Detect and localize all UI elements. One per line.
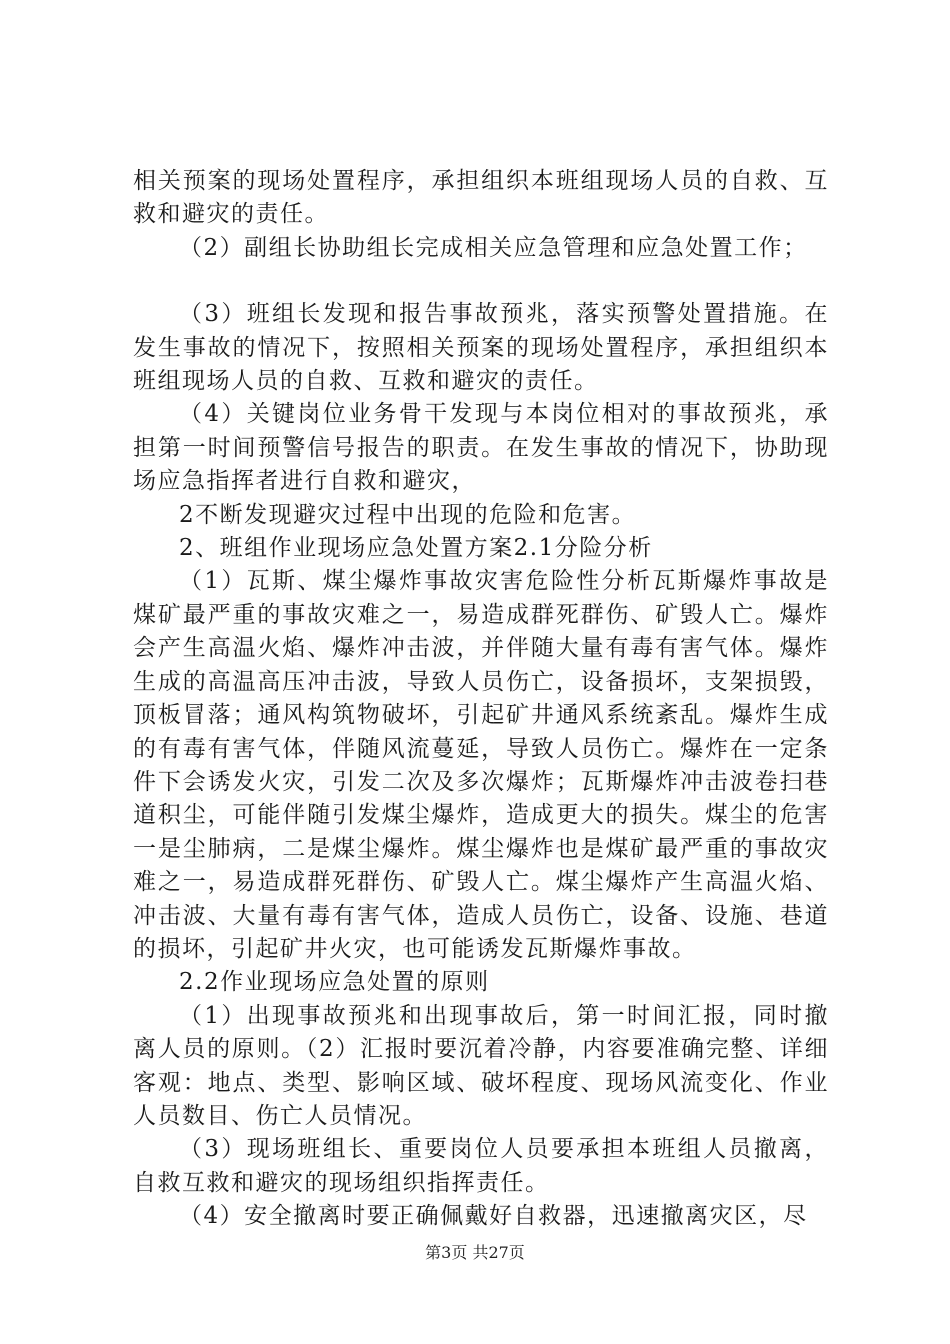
paragraph-risk-analysis: （1）瓦斯、煤尘爆炸事故灾害危险性分析瓦斯爆炸事故是煤矿最严重的事故灾难之一，易造成群死群伤、矿毁人亡。爆炸会产生高温火焰、爆炸冲击波，并伴随大量有毒有害气体。爆炸生成的高温高压冲击波，导致人员伤亡，设备损坏，支架损毁，顶板冒落；通风构筑物破坏，引起矿井通风系统紊乱。爆炸生成的有毒有害气体，伴随风流蔓延，导致人员伤亡。爆炸在一定条件下会诱发火灾，引发二次及多次爆炸；瓦斯爆炸冲击波卷扫巷道积尘，可能伴随引发煤尘爆炸，造成更大的损失。煤尘的危害一是尘肺病，二是煤尘爆炸。煤尘爆炸也是煤矿最严重的事故灾难之一，易造成群死群伤、矿毁人亡。煤尘爆炸产生高温火焰、冲击波、大量有毒有害气体，造成人员伤亡，设备、设施、巷道的损坏，引起矿井火灾，也可能诱发瓦斯爆炸事故。: [133, 568, 829, 962]
paragraph-item-4: （4）关键岗位业务骨干发现与本岗位相对的事故预兆，承担第一时间预警信号报告的职责。在发生事故的情况下，协助现场应急指挥者进行自救和避灾，: [133, 401, 829, 495]
paragraph-principle-3: （3）现场班组长、重要岗位人员要承担本班组人员撤离，自救互救和避灾的现场组织指挥责任。: [133, 1136, 829, 1196]
document-body: [133, 165, 829, 1234]
paragraph-item-3: （3）班组长发现和报告事故预兆，落实预警处置措施。在发生事故的情况下，按照相关预案的现场处置程序，承担组织本班组现场人员的自救、互救和避灾的责任。: [133, 301, 829, 395]
paragraph-continuation: 相关预案的现场处置程序，承担组织本班组现场人员的自救、互救和避灾的责任。: [133, 168, 829, 228]
section-heading-2: 2、班组作业现场应急处置方案2.1分险分析: [179, 535, 653, 562]
paragraph-principle-1-2: （1）出现事故预兆和出现事故后，第一时间汇报，同时撤离人员的原则。（2）汇报时要沉着冷静，内容要准确完整、详细客观：地点、类型、影响区域、破坏程度、现场风流变化、作业人员数目、伤亡人员情况。: [133, 1002, 829, 1129]
page-number-footer: 第3页 共27页: [425, 1243, 525, 1262]
paragraph-hazard-note: 2不断发现避灾过程中出现的危险和危害。: [179, 501, 637, 528]
section-heading-2-2: 2.2作业现场应急处置的原则: [179, 969, 490, 996]
paragraph-principle-4: （4）安全撤离时要正确佩戴好自救器，迅速撤离灾区，尽: [179, 1203, 808, 1230]
paragraph-item-2: （2）副组长协助组长完成相关应急管理和应急处置工作；: [179, 234, 808, 261]
